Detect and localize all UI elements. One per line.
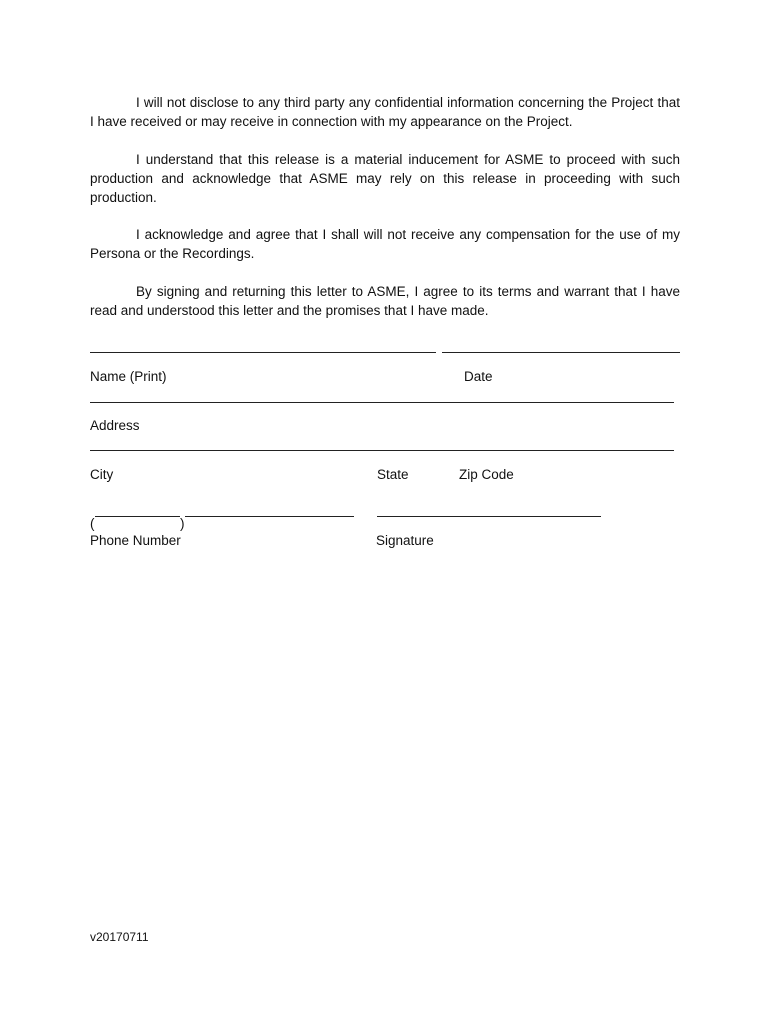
city-state-zip-line[interactable] [90, 450, 674, 451]
state-label: State [377, 467, 409, 482]
address-line[interactable] [90, 402, 674, 403]
date-line[interactable] [442, 352, 680, 353]
paragraph-compensation: I acknowledge and agree that I shall will not receive any compensation for the use of my Persona or the Recordings. [90, 227, 680, 261]
city-label: City [90, 467, 114, 482]
paragraph-inducement: I understand that this release is a material inducement for ASME to proceed with such production and acknowledge that ASME may rely on this release in proceeding with such production. [90, 152, 680, 205]
signature-label: Signature [376, 533, 434, 548]
signature-line[interactable] [377, 516, 601, 517]
zip-code-label: Zip Code [459, 467, 514, 482]
name-print-line[interactable] [90, 352, 436, 353]
phone-number-label: Phone Number [90, 533, 181, 548]
phone-area-open-paren: ( [90, 516, 95, 531]
phone-area-close-paren: ) [180, 516, 185, 531]
phone-area-code-line[interactable] [95, 516, 180, 517]
phone-number-line[interactable] [185, 516, 354, 517]
paragraph-confidentiality: I will not disclose to any third party any confidential information concerning the Project that I have received or may receive in connection with my appearance on the Project. [90, 95, 680, 129]
address-label: Address [90, 418, 140, 433]
paragraph-agreement: By signing and returning this letter to ASME, I agree to its terms and warrant that I have read and understood this letter and the promises that I have made. [90, 284, 680, 318]
version-footer: v20170711 [90, 930, 149, 944]
name-print-label: Name (Print) [90, 369, 167, 384]
date-label: Date [464, 369, 493, 384]
